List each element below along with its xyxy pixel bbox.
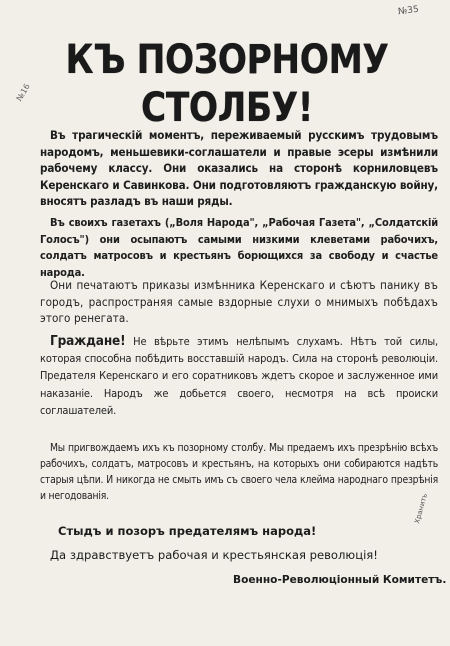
archive-number-annotation: №35 [397, 4, 420, 18]
slogan-revolution: Да здравствуетъ рабочая и крестьянская революція! [50, 548, 378, 562]
margin-note-right: Хранить [413, 492, 429, 525]
signature-committee: Военно-Революціонный Комитетъ. [233, 574, 447, 586]
citizens-appeal: Граждане! [50, 333, 126, 349]
paragraph-5: Мы пригвождаемъ ихъ къ позорному столбу. Мы предаемъ ихъ презрѣнію всѣхъ рабочихъ, солдатъ, матросовъ и крестьянъ, на которыхъ они собираются надѣть старыя цѣпи. И никогда не смыть имъ съ своего чела клейма народнаго презрѣнія и негодованія. [40, 442, 438, 502]
margin-annotation: №16 [14, 82, 32, 103]
paragraph-2: Въ своихъ газетахъ („Воля Народа", „Рабочая Газета", „Солдатскій Голосъ") они осыпаютъ самыми низкими клеветами рабочихъ, солдатъ матросовъ и крестьянъ борющихся за свободу и счастье народа. [40, 216, 438, 279]
slogan-shame: Стыдъ и позоръ предателямъ народа! [58, 524, 317, 538]
paragraph-3: Они печатаютъ приказы измѣнника Керенскаго и сѣютъ панику въ городъ, распространяя самые вздорные слухи о мнимыхъ побѣдахъ этого ренегата. [40, 278, 438, 326]
headline: КЪ ПОЗОРНОМУ СТОЛБУ! [65, 37, 389, 131]
paragraph-1: Въ трагическій моментъ, переживаемый русскимъ трудовымъ народомъ, меньшевики-соглашатели и правые эсеры измѣнили рабочему классу. Они оказались на сторонѣ корниловцевъ Керенскаго и Савинкова. Они подготовляютъ гражданскую войну, вносятъ разладъ въ наши ряды. [40, 128, 438, 209]
paragraph-4-body: Не вѣрьте этимъ нелѣпымъ слухамъ. Нѣтъ той силы, которая способна побѣдить восставшій народъ. Сила на сторонѣ революціи. Предателя Керенскаго и его соратниковъ ждетъ скорое и заслуженное ими наказаніе. Народъ же добьется своего, несмотря на всѣ происки соглашателей. [40, 335, 438, 417]
paragraph-4 [40, 333, 438, 419]
